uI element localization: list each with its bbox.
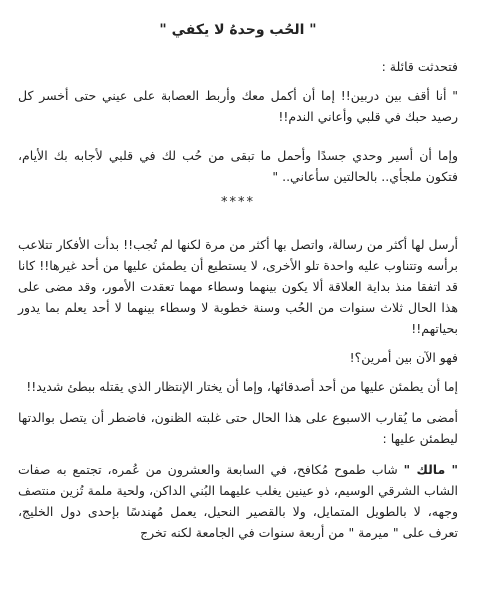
body-paragraph-2: إما أن يطمئن عليها من أحد أصدقائها، وإما أن يختار الإنتظار الذي يقتله ببطئ شديد!!	[26, 379, 458, 394]
body-paragraph-3: أمضى ما يُقارب الاسبوع على هذا الحال حتى غلبته الظنون، فاضطر أن يتصل بوالدتها ليطمئن عليها :	[18, 410, 458, 446]
character-name: " مالك "	[403, 462, 458, 477]
quote-paragraph-1: " أنا أقف بين دربين!! إما أن أكمل معك وأربط العصابة على عيني حتى أخسر كل رصيد حبك في قلبي وأعاني الندم!!	[18, 88, 458, 124]
question-line: فهو الآن بين أمرين؟!	[349, 350, 458, 365]
body-paragraph-1: أرسل لها أكثر من رسالة، واتصل بها أكثر من مرة لكنها لم تُجب!! بدأت الأفكار تتلاعب برأسه وتتناوب عليه واحدة تلو الأخرى، لا يستطيع أن يطمئن عليها من أحد غيرها!! كانا قد اتفقا منذ بداية العلاقة ألا يكون بينهما وسطاء مهما تعقدت الأمور، وقد مضى على هذا الحال ثلاث سنوات من الحُب وسنة خطوبة لا وسطاء بينهما لا أحد يعلم بما يدور بحياتهم!!	[18, 237, 458, 336]
quote-paragraph-2: وإما أن أسير وحدي جسدًا وأحمل ما تبقى من حُب لك في قلبي لأجابه بك الأيام، فتكون ملجأي.. بالحالتين سأعاني.. "	[18, 148, 458, 184]
body-paragraph-4-text: شاب طموح مُكافح، في السابعة والعشرون من عُمره، تجتمع به صفات الشاب الشرقي الوسيم، ذو عينين يغلب عليهما البُني الداكن، ولحية ملمة تُزين منتصف وجهه، لا بالطويل المتمايل، ولا بالقصير النحيل، يعمل مُهندسًا بإحدى دول الخليج، تعرف على " ميرمة " من أربعة سنوات في الجامعة لكنه تخرج	[18, 462, 458, 540]
chapter-title: " الحُب وحدهُ لا يكفي "	[159, 22, 317, 38]
body-paragraph-4	[18, 459, 458, 543]
speaker-line: فتحدثت قائلة :	[381, 59, 458, 74]
section-separator: ****	[221, 195, 255, 210]
